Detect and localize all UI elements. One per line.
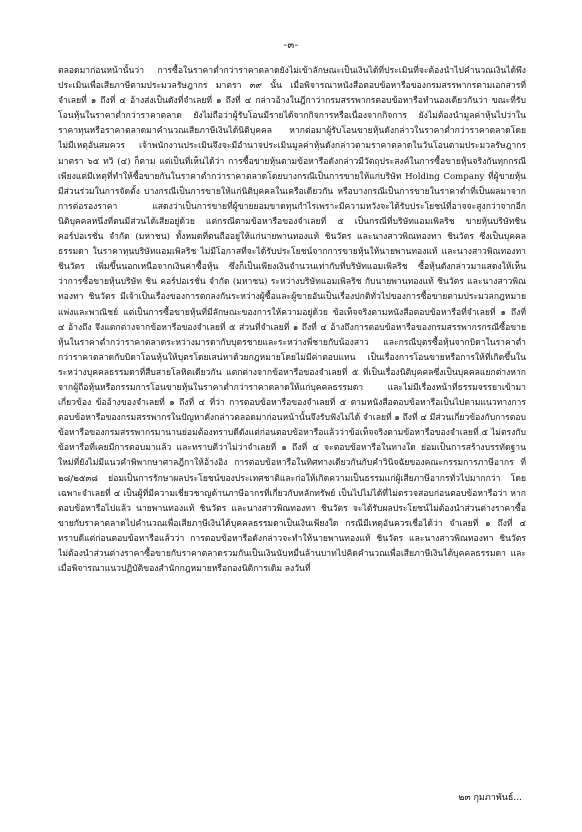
- continuation-note: ๒๓ กุมภาพันธ์...: [458, 793, 522, 803]
- page-number: -๓-: [283, 40, 299, 51]
- body-text: [58, 64, 526, 778]
- body-paragraph: ตลอดมาก่อนหน้านั้นว่า การซื้อในราคาต่ำกว่าราคาตลาดยังไม่เข้าลักษณะเป็นเงินได้ที่ประเมินที่จะต้องนำไปคำนวณเงินได้พึงประเมินเพื่อเสียภาษีตามประมวลรัษฎากร มาตรา ๓๙ นั้น เมื่อพิจารณาหนังสือตอบข้อหารือของกรมสรรพากรตามเอกสารที่จำเลยที่ ๑ ถึงที่ ๔ อ้างส่งเป็นดังที่จำเลยที่ ๑ ถึงที่ ๔ กล่าวอ้างในฎีกาว่ากรมสรรพากรตอบข้อหารือทำนองเดียวกันว่า ขณะที่รับโอนหุ้นในราคาต่ำกว่าราคาตลาด ยังไม่ถือว่าผู้รับโอนมีรายได้จากกิจการหรือเนื่องจากกิจการ ยังไม่ต้องนำมูลค่าหุ้นไปว่าในราคาทุนหรือราคาตลาดมาคำนวณเสียภาษีเงินได้นิติบุคคล หากต่อมาผู้รับโอนขายหุ้นดังกล่าวในราคาต่ำกว่าราคาตลาดโดยไม่มีเหตุอันสมควร เจ้าพนักงานประเมินจึงจะมีอำนาจประเมินมูลค่าหุ้นดังกล่าวตามราคาตลาดในวันโอนตามประมวลรัษฎากร มาตรา ๖๕ ทวิ (๔) ก็ตาม แต่เป็นที่เห็นได้ว่า การซื้อขายหุ้นตามข้อหารือดังกล่าวมีวัตถุประสงค์ในการซื้อขายหุ้นจริงกันทุกกรณี เพียงแต่มีเหตุที่ทำให้ซื้อขายกันในราคาต่ำกว่าราคาตลาดโดยบางกรณีเป็นการขายให้แก่บริษัท Holding Company ที่ผู้ขายหุ้นมีส่วนร่วมในการจัดตั้ง บางกรณีเป็นการขายให้แก่นิติบุคคลในเครือเดียวกัน หรือบางกรณีเป็นการขายในราคาต่ำที่เป็นผลมาจากการต่อรองราคา แสดงว่าเป็นการขายที่ผู้ขายยอมขาดทุนกำไรเพราะมีความหวังจะได้รับประโยชน์ที่อาจจะสูงกว่าจากอีกนิติบุคคลหนึ่งที่ตนมีส่วนได้เสียอยู่ด้วย แต่กรณีตามข้อหารือของจำเลยที่ ๕ เป็นกรณีที่บริษัทแอมเพิลริช ขายหุ้นบริษัทชิน คอร์ปอเรชั่น จำกัด (มหาชน) ทั้งหมดที่ตนถืออยู่ให้แก่นายพานทองแท้ ชินวัตร และนางสาวพิณทองทา ชินวัตร ซึ่งเป็นบุคคลธรรมดา ในราคาทุนบริษัทแอมเพิลริช ไม่มีโอกาสที่จะได้รับประโยชน์จากการขายหุ้นให้นายพานทองแท้ และนางสาวพิณทองทา ชินวัตร เพิ่มขึ้นนอกเหนือจากเงินค่าซื้อหุ้น ซึ่งก็เป็นเพียงเงินจำนวนเท่ากับที่บริษัทแอมเพิลริช ซื้อหุ้นดังกล่าวมาแสดงให้เห็นว่าการซื้อขายหุ้นบริษัท ชิน คอร์ปอเรชั่น จำกัด (มหาชน) ระหว่างบริษัทแอมเพิลริช กับนายพานทองแท้ ชินวัตร และนางสาวพิณทองทา ชินวัตร มีเจ้าเป็นเรื่องของการตกลงกันระหว่างผู้ซื้อและผู้ขายอันเป็นเรื่องปกติทั่วไปของการซื้อขายตามประมวลกฎหมายแพ่งและพาณิชย์ แต่เป็นการซื้อขายหุ้นที่มีลักษณะของการให้ความอยู่ด้วย ข้อเท็จจริงตามหนังสือตอบข้อหารือที่จำเลยที่ ๑ ถึงที่ ๔ อ้างถึง จึงแตกต่างจากข้อหารือของจำเลยที่ ๕ ส่วนที่จำเลยที่ ๑ ถึงที่ ๔ อ้างถึงการตอบข้อหารือของกรมสรรพากรกรณีซื้อขายหุ้นในราคาต่ำกว่าราคาตลาดระหว่างมารดากับบุตรชายและระหว่างพี่ชายกับน้องสาว และกรณีบุตรซื้อหุ้นจากบิดาในราคาต่ำกว่าราคาตลาดกับบิดาโอนหุ้นให้บุตรโดยเสน่หาด้วยกฎหมายโดยไม่มีค่าตอบแทน เป็นเรื่องการโอนขายหรือการให้ที่เกิดขึ้นในระหว่างบุคคลธรรมดาที่สืบสายโลหิตเดียวกัน แตกต่างจากข้อหารือของจำเลยที่ ๕ ที่เป็นเรื่องนิติบุคคลซึ่งเป็นบุคคลแยกต่างหากจากผู้ถือหุ้นหรือกรรมการโอนขายหุ้นในราคาต่ำกว่าราคาตลาดให้แก่บุคคลธรรมดา และไม่มีเรื่องหน้าที่ธรรมจรรยาเข้ามาเกี่ยวข้อง ข้ออ้างของจำเลยที่ ๑ ถึงที่ ๔ ที่ว่า การตอบข้อหารือของจำเลยที่ ๕ ตามหนังสือตอบข้อหารือเป็นไปตามแนวทางการตอบข้อหารือของกรมสรรพากรในปัญหาดังกล่าวตลอดมาก่อนหน้านั้นจึงรับฟังไม่ได้ จำเลยที่ ๑ ถึงที่ ๔ มีส่วนเกี่ยวข้องกับการตอบข้อหารือของกรมสรรพากรมานานย่อมต้องทราบดีดังแต่ก่อนตอบข้อหารือแล้วว่าข้อเท็จจริงตามข้อหารือของจำเลยที่ ๕ ไม่ตรงกับข้อหารือที่เคยมีการตอบมาแล้ว และทราบดีว่าไม่ว่าจำเลยที่ ๑ ถึงที่ ๔ จะตอบข้อหารือในทางใด ย่อมเป็นการสร้างบรรทัดฐานใหม่ที่ยังไม่มีแนวคำพิพากษาศาลฎีกาให้อ้างอิง การตอบข้อหารือในทิศทางเดียวกันกับคำวินิจฉัยของคณะกรรมการภาษีอากร ที่ ๒๘/๒๕๓๘ ย่อมเป็นการรักษาผลประโยชน์ของประเทศชาติและก่อให้เกิดความเป็นธรรมแก่ผู้เสียภาษีอากรทั่วไปมากกว่า โดยเฉพาะจำเลยที่ ๔ เป็นผู้ที่มีความเชี่ยวชาญด้านภาษีอากรที่เกี่ยวกับหลักทรัพย์ เป็นไปไม่ได้ที่ไม่ตรวจสอบก่อนตอบข้อหารือว่า หากตอบข้อหารือไปแล้ว นายพานทองแท้ ชินวัตร และนางสาวพิณทองทา ชินวัตร จะได้รับผลประโยชน์ไม่ต้องนำส่วนต่างราคาซื้อขายกับราคาตลาดไปคำนวณเพื่อเสียภาษีเงินได้บุคคลธรรมดาเป็นเงินเพียงใด กรณีมีเหตุอันควรเชื่อได้ว่า จำเลยที่ ๑ ถึงที่ ๔ ทราบดีแต่ก่อนตอบข้อหารือแล้วว่า การตอบข้อหารือดังกล่าวจะทำให้นายพานทองแท้ ชินวัตร และนางสาวพิณทองทา ชินวัตร ไม่ต้องนำส่วนต่างราคาซื้อขายกับราคาตลาดรวมกันเป็นเงินนับหมื่นล้านบาทไปคิดคำนวณเพื่อเสียภาษีเงินได้บุคคลธรรมดา และเมื่อพิจารณาแนวปฏิบัติของสำนักกฎหมายหรือกองนิติการเดิม ลงวันที่: [58, 66, 526, 575]
